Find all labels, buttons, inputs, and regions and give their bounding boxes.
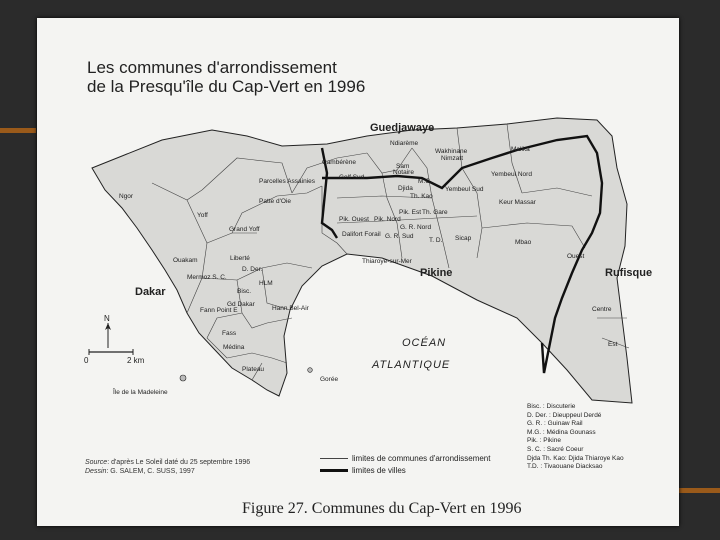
title-line-2: de la Presqu'île du Cap-Vert en 1996: [87, 77, 366, 96]
ocean-label-line2: ATLANTIQUE: [372, 359, 451, 371]
commune-td: T. D.: [429, 237, 443, 244]
right-decor-stripe: [672, 488, 720, 493]
title-line-1: Les communes d'arrondissement: [87, 58, 337, 77]
commune-mbao: Mbao: [515, 239, 532, 246]
commune-fass: Fass: [222, 330, 237, 337]
commune-ouest: Ouest: [567, 253, 585, 260]
figure-caption: Figure 27. Communes du Cap-Vert en 1996: [242, 500, 522, 517]
source-note: [85, 458, 250, 476]
commune-ouakam: Ouakam: [173, 257, 198, 264]
commune-malika: Malika: [511, 146, 530, 153]
commune-pik-nord: Pik. Nord: [374, 216, 401, 223]
source-label: Source: [85, 459, 108, 466]
abbr-item: M.G. : Médina Gounass: [527, 428, 596, 436]
commune-wakhinane: Wakhinane: [435, 148, 468, 155]
abbr-item: Pik. : Pikine: [527, 437, 561, 445]
commune-yoff: Yoff: [197, 212, 208, 219]
scale-zero: 0: [84, 356, 89, 365]
north-label: N: [104, 314, 110, 323]
figure-page: [37, 18, 679, 526]
abbr-item: S. C. : Sacré Coeur: [527, 445, 584, 453]
commune-centre: Centre: [592, 306, 612, 313]
commune-keur-massar: Keur Massar: [499, 199, 536, 206]
city-label-pikine: Pikine: [420, 267, 453, 279]
source-text: : d'après Le Soleil daté du 25 septembre 1996: [107, 459, 251, 466]
abbreviation-list: [527, 403, 624, 472]
commune-hlm: HLM: [259, 280, 273, 287]
commune-gr-nord: G. R. Nord: [400, 224, 432, 231]
commune-gr-sud: G. R. Sud: [385, 233, 414, 240]
commune-ngor: Ngor: [119, 193, 134, 200]
commune-dalifort: Dalifort Forail: [342, 231, 381, 238]
commune-hann: Hann Bel-Air: [272, 305, 309, 312]
commune-th-gare: Th. Gare: [422, 209, 448, 216]
commune-pik-ouest: Pik. Ouest: [339, 216, 369, 223]
commune-gd-dakar: Gd Dakar: [227, 301, 255, 308]
city-label-dakar: Dakar: [135, 286, 166, 298]
commune-sicap: Sicap: [455, 235, 472, 242]
commune-d-der: D. Der.: [242, 266, 263, 273]
legend-item-communes: [320, 452, 490, 464]
commune-parcelles: Parcelles Assainies: [259, 178, 315, 185]
abbr-item: D. Der. : Dieuppeul Derdé: [527, 411, 602, 419]
commune-mg: M.G.: [418, 178, 433, 185]
legend-thin-line-icon: [320, 458, 348, 459]
city-label-rufisque: Rufisque: [605, 267, 653, 279]
commune-plateau: Plateau: [242, 366, 265, 373]
ocean-label-line1: OCÉAN: [402, 337, 447, 349]
commune-nimzatt: Nimzatt: [441, 155, 464, 162]
dessin-text: : G. SALEM, C. SUSS, 1997: [106, 468, 195, 475]
legend-thick-line-icon: [320, 469, 348, 472]
ile-madeleine-marker: [180, 375, 186, 381]
commune-est: Est: [608, 341, 618, 348]
commune-yembeul-nord: Yembeul Nord: [491, 171, 532, 178]
abbr-item: Djda Th. Kao: Djida Thiaroye Kao: [527, 454, 624, 462]
commune-medina: Médina: [223, 344, 245, 351]
goree-marker: [308, 368, 313, 373]
commune-th-kao: Th. Kao: [410, 193, 433, 200]
commune-golf-sud: Golf Sud: [339, 174, 365, 181]
place-ile-madeleine: Île de la Madeleine: [113, 389, 168, 396]
scale-distance: 2 km: [127, 356, 145, 365]
map-legend: [320, 452, 490, 476]
commune-yembeul-sud: Yembeul Sud: [445, 186, 484, 193]
city-label-guedjawaye: Guedjawaye: [370, 122, 435, 134]
commune-bisc: Bisc.: [237, 288, 252, 295]
commune-pik-est: Pik. Est: [399, 209, 422, 216]
abbr-item: T.D. : Tivaouane Diacksao: [527, 463, 603, 471]
dessin-label: Dessin: [85, 468, 107, 475]
scale-bar: [84, 349, 145, 365]
legend-item-villes: [320, 464, 490, 476]
commune-ndiareme: Ndiarème: [390, 140, 419, 147]
commune-camberene: Cambérène: [322, 159, 356, 166]
legend-label-communes: limites de communes d'arrondissement: [352, 453, 491, 463]
left-decor-stripe: [0, 128, 36, 133]
legend-label-villes: limites de villes: [352, 465, 406, 475]
abbr-item: Bisc. : Discuterie: [527, 403, 576, 410]
north-arrow: [104, 314, 111, 348]
commune-djida: Djida: [398, 185, 413, 192]
commune-fann: Fann Point E: [200, 307, 238, 314]
abbr-item: G. R. : Guinaw Rail: [527, 420, 583, 428]
place-thiaroye-sur-mer: Thiaroye-sur-Mer: [362, 258, 412, 265]
commune-notaire: Notaire: [393, 169, 414, 176]
commune-patte-doie: Patte d'Oie: [259, 198, 291, 205]
commune-mermoz: Mermoz S. C.: [187, 274, 227, 281]
place-goree: Gorée: [320, 376, 339, 383]
commune-grand-yoff: Grand Yoff: [229, 226, 260, 233]
commune-liberte: Liberté: [230, 255, 250, 262]
commune-sam: Sam: [396, 163, 410, 170]
